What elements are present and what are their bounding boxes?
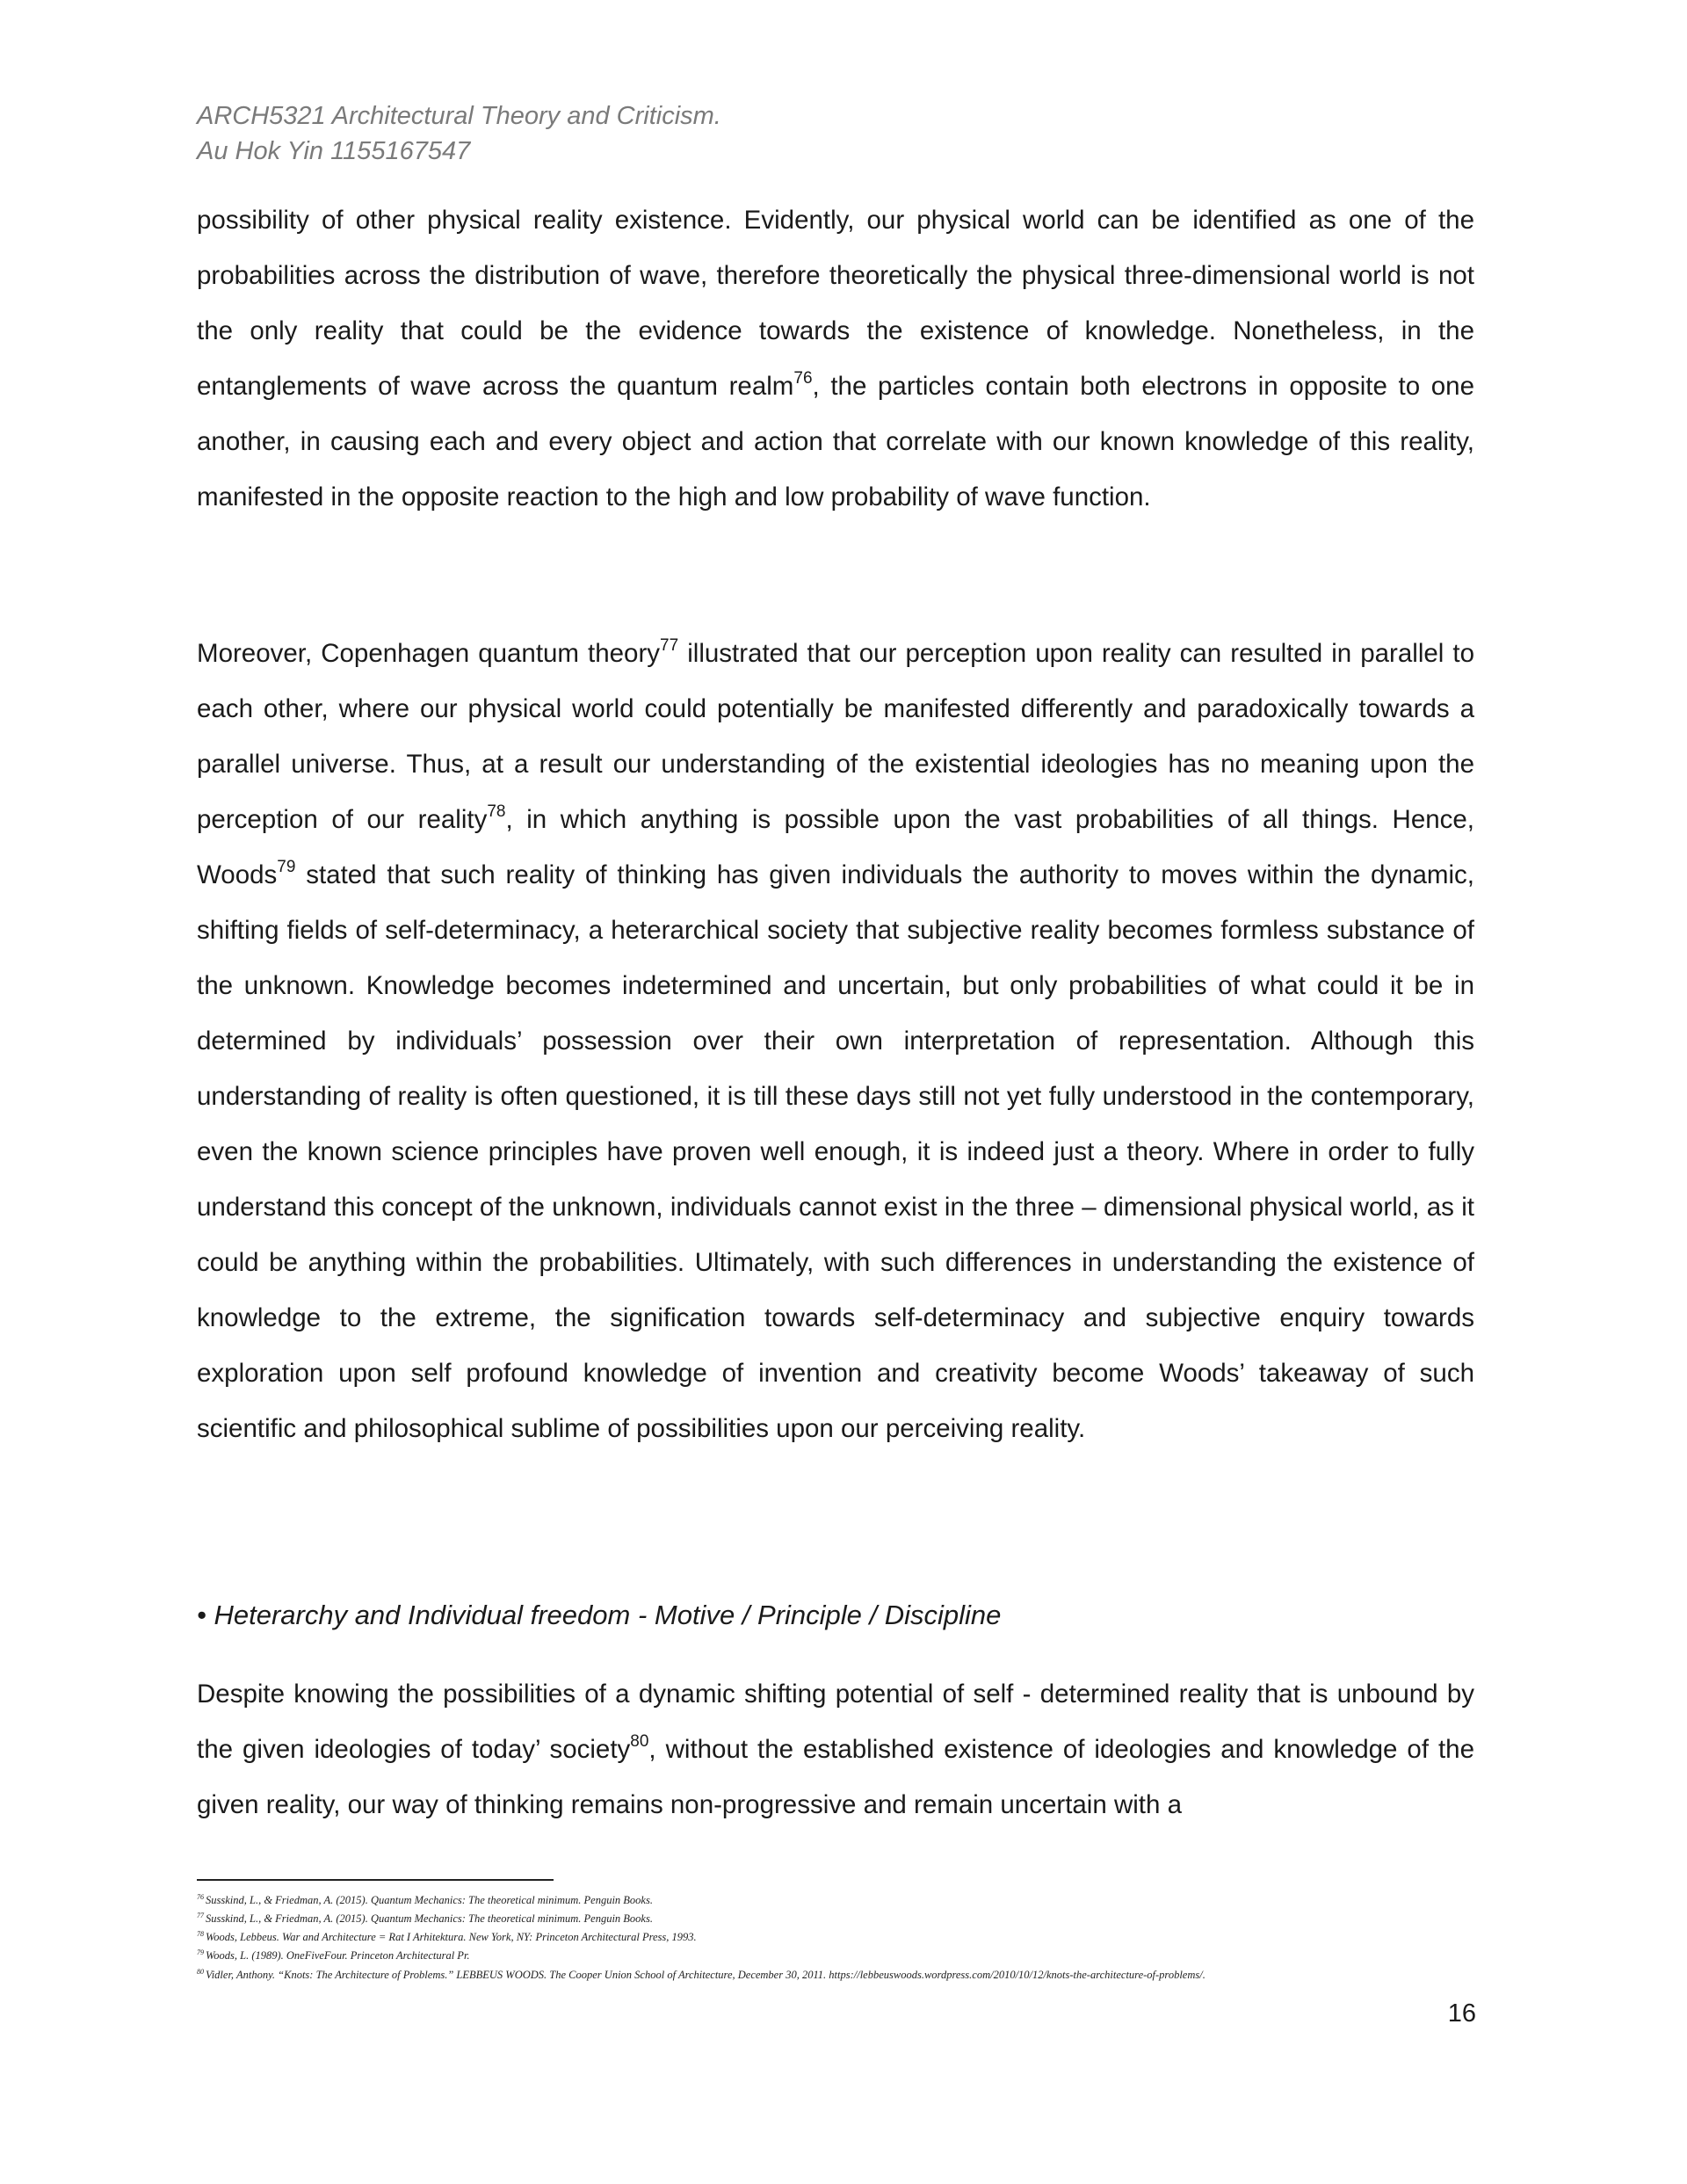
paragraph-2 [197, 626, 1474, 1456]
paragraph-3-text-a: Despite knowing the possibilities of a dynamic shifting potential of self - determined reality that is unbound by the given ideologies of today’ society [197, 1680, 1474, 1764]
footnote-ref-80[interactable]: 80 [630, 1732, 649, 1752]
paragraph-1-text-b: , the particles contain both electrons in opposite to one another, in causing each and every object and action that correlate with our known knowledge of this reality, manifested in the opposite reaction to the high and low probability of wave function. [197, 372, 1474, 512]
footnote-80 [197, 1964, 1480, 1983]
footnote-number: 76 [197, 1893, 204, 1901]
header-author: Au Hok Yin 1155167547 [197, 137, 471, 165]
section-heading: • Heterarchy and Individual freedom - Motive / Principle / Discipline [197, 1600, 1002, 1630]
paragraph-3-text-b: , without the established existence of ideologies and knowledge of the given reality, our way of thinking remains non-progressive and remain uncertain with a [197, 1735, 1474, 1819]
footnote-ref-78[interactable]: 78 [487, 802, 506, 822]
footnote-number: 78 [197, 1930, 204, 1939]
paragraph-3 [197, 1666, 1474, 1832]
footnotes [197, 1890, 1480, 1983]
page-number: 16 [1447, 1999, 1476, 2028]
footnote-77 [197, 1908, 1480, 1926]
paragraph-2-text-c: , in which anything is possible upon the vast probabilities of all things. Hence, Woods [197, 805, 1474, 889]
paragraph-1-text-a: possibility of other physical reality existence. Evidently, our physical world can be identified as one of the probabilities across the distribution of wave, therefore theoretically the physical three-dimensional world is not the only reality that could be the evidence towards the existence of knowledge. Nonetheless, in the entanglements of wave across the quantum realm [197, 206, 1474, 401]
footnote-text: Vidler, Anthony. “Knots: The Architecture of Problems.” LEBBEUS WOODS. The Cooper Union School of Architecture, December 30, 2011. https://lebbeuswoods.wordpress.com/2010/10/12/knots-the-architecture-of-problems/. [206, 1968, 1206, 1981]
paragraph-1 [197, 192, 1474, 525]
footnote-76 [197, 1890, 1480, 1908]
paragraph-2-text-a: Moreover, Copenhagen quantum theory [197, 639, 661, 668]
paragraph-2-text-b: illustrated that our perception upon reality can resulted in parallel to each other, where our physical world could potentially be manifested differently and paradoxically towards a parallel universe. Thus, at a result our understanding of the existential ideologies has no meaning upon the perception of our reality [197, 639, 1474, 834]
footnote-ref-79[interactable]: 79 [277, 858, 296, 877]
running-header [197, 98, 721, 169]
footnote-divider [197, 1879, 554, 1881]
footnote-text: Woods, L. (1989). OneFiveFour. Princeton Architectural Pr. [206, 1949, 470, 1963]
footnote-text: Woods, Lebbeus. War and Architecture = Rat I Arhitektura. New York, NY: Princeton Architectural Press, 1993. [206, 1931, 697, 1944]
footnote-ref-76[interactable]: 76 [793, 369, 813, 388]
footnote-text: Susskind, L., & Friedman, A. (2015). Quantum Mechanics: The theoretical minimum. Penguin Books. [206, 1912, 653, 1926]
footnote-79 [197, 1945, 1480, 1963]
footnote-text: Susskind, L., & Friedman, A. (2015). Quantum Mechanics: The theoretical minimum. Penguin Books. [206, 1894, 653, 1907]
header-course: ARCH5321 Architectural Theory and Criticism. [197, 102, 721, 130]
paragraph-2-text-d: stated that such reality of thinking has given individuals the authority to moves within the dynamic, shifting fields of self-determinacy, a heterarchical society that subjective reality becomes formless substance of the unknown. Knowledge becomes indetermined and uncertain, but only probabilities of what could it be in determined by individuals’ possession over their own interpretation of representation. Although this understanding of reality is often questioned, it is till these days still not yet fully understood in the contemporary, even the known science principles have proven well enough, it is indeed just a theory. Where in order to fully understand this concept of the unknown, individuals cannot exist in the three – dimensional physical world, as it could be anything within the probabilities. Ultimately, with such differences in understanding the existence of knowledge to the extreme, the signification towards self-determinacy and subjective enquiry towards exploration upon self profound knowledge of invention and creativity become Woods’ takeaway of such scientific and philosophical sublime of possibilities upon our perceiving reality. [197, 860, 1474, 1443]
footnote-78 [197, 1926, 1480, 1945]
footnote-ref-77[interactable]: 77 [660, 636, 679, 656]
footnote-number: 79 [197, 1948, 204, 1957]
footnote-number: 80 [197, 1967, 204, 1976]
footnote-number: 77 [197, 1912, 204, 1920]
